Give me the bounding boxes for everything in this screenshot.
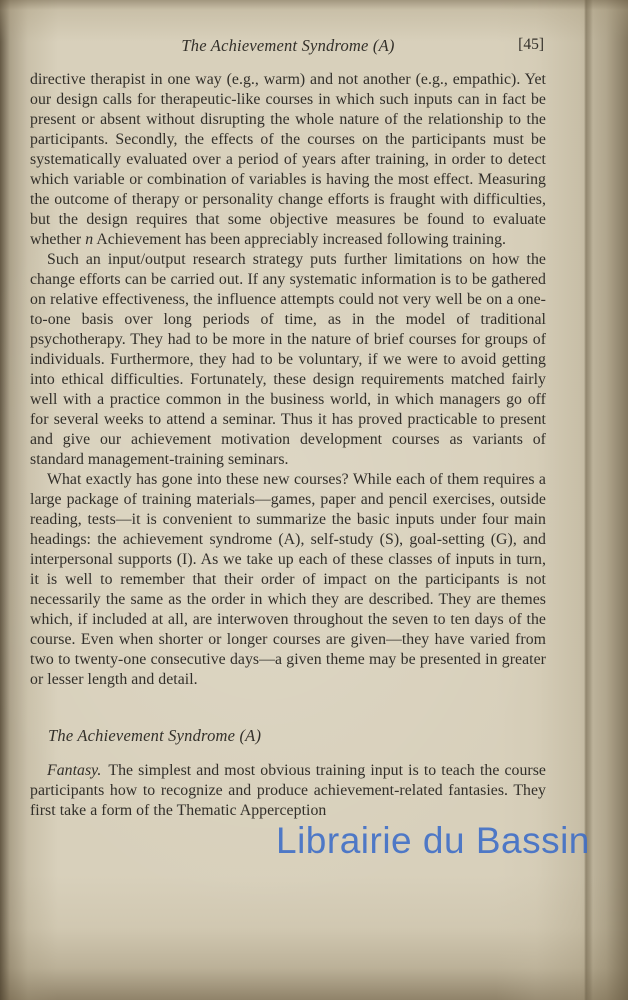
paragraph <box>30 761 546 821</box>
page-header <box>30 36 546 58</box>
paragraph-text: Achievement has been appreciably increased following training. <box>93 231 507 248</box>
italic-n: n <box>85 231 94 248</box>
fantasy-lead: Fantasy. <box>47 762 102 779</box>
paragraph: Such an input/output research strategy puts further limitations on how the change efforts can be carried out. If any systematic information is to be gathered on relative effectiveness, the influence attempts could not very well be on a one-to-one basis over long periods of time, as in the model of traditional psychotherapy. They had to be more in the nature of brief courses for groups of individuals. Furthermore, they had to be voluntary, if we were to avoid getting into ethical difficulties. Fortunately, these design requirements matched fairly well with a practice common in the business world, in which managers go off for several weeks to attend a seminar. Thus it has proved practicable to present and give our achievement motivation development courses as variants of standard management-training seminars. <box>30 251 546 468</box>
section-heading: The Achievement Syndrome (A) <box>48 726 262 745</box>
page-number: [45] <box>518 36 544 53</box>
paragraph-text: The simplest and most obvious training input is to teach the course participants how to recognize and produce achievement-related fantasies. They first take a form of the Thematic Apperception <box>30 762 546 819</box>
paragraph-text: directive therapist in one way (e.g., warm) and not another (e.g., empathic). Yet our design calls for therapeutic-like courses in which such inputs can in fact be present or absent without disrupting the whole nature of the relationship to the participants. Secondly, the effects of the courses on the participants must be systematically evaluated over a period of years after training, in order to detect which variable or combination of variables is having the most effect. Measuring the outcome of therapy or personality change efforts is fraught with difficulties, but the design requires that some objective measures be found to evaluate whether <box>30 71 546 248</box>
paragraph-continuation <box>30 70 546 250</box>
paragraph: What exactly has gone into these new courses? While each of them requires a large package of training materials—games, paper and pencil exercises, outside reading, tests—it is convenient to summarize the basic inputs under four main headings: the achievement syndrome (A), self-study (S), goal-setting (G), and interpersonal supports (I). As we take up each of these classes of inputs in turn, it is well to remember that their order of impact on the participants is not necessarily the same as the order in which they are described. They are themes which, if included at all, are interwoven throughout the seven to ten days of the course. Even when shorter or longer courses are given—they have varied from two to twenty-one consecutive days—a given theme may be presented in greater or lesser length and detail. <box>30 471 546 688</box>
watermark: Librairie du Bassin <box>276 820 590 861</box>
text-block <box>30 70 546 821</box>
running-head: The Achievement Syndrome (A) <box>181 36 395 55</box>
